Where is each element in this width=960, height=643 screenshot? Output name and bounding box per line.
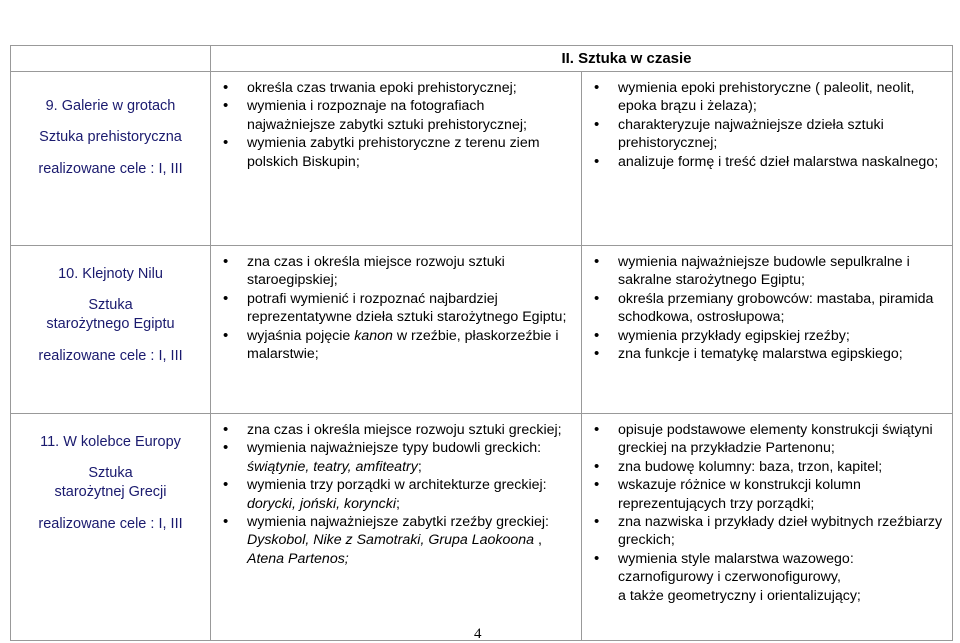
list-item: • wskazuje różnice w konstrukcji kolumn reprezentujących trzy porządki; xyxy=(592,476,946,513)
topic-title xyxy=(11,464,210,502)
list-item: • zna funkcje i tematykę malarstwa egipskiego; xyxy=(592,345,946,363)
list-item xyxy=(221,327,575,364)
topic-title-line: Sztuka prehistoryczna xyxy=(39,129,182,145)
list-item: • wymienia zabytki prehistoryczne z terenu ziem polskich Biskupin; xyxy=(221,134,575,171)
extended-requirements-cell xyxy=(582,72,953,246)
italic-term: Atena Partenos; xyxy=(247,550,349,567)
topic-title-line: starożytnego Egiptu xyxy=(46,316,175,332)
basic-requirements-cell xyxy=(211,246,582,414)
goals-label: realizowane cele : I, III xyxy=(38,161,183,177)
italic-term: kanon xyxy=(354,327,393,344)
basic-requirements-cell xyxy=(211,72,582,246)
topic-title-line: Sztuka xyxy=(88,297,133,313)
topic-title xyxy=(11,296,210,334)
topic-cell xyxy=(11,72,211,246)
list-item-text: wyjaśnia pojęcie xyxy=(247,327,355,344)
curriculum-table xyxy=(10,45,953,641)
list-item: • charakteryzuje najważniejsze dzieła sztuki prehistorycznej; xyxy=(592,116,946,153)
topic-title xyxy=(11,128,210,147)
list-item: • zna nazwiska i przykłady dzieł wybitnych rzeźbiarzy greckich; xyxy=(592,513,946,550)
list-item-text: w rzeźbie, płaskorzeźbie i malarstwie; xyxy=(247,327,559,363)
list-item xyxy=(221,476,575,513)
italic-term: Dyskobol, Nike z Samotraki, Grupa Laokoona xyxy=(247,532,535,549)
topic-number: 9. Galerie w grotach xyxy=(45,98,176,114)
list-item: • wymienia i rozpoznaje na fotografiach najważniejsze zabytki sztuki prehistorycznej; xyxy=(221,97,575,134)
list-item: • określa czas trwania epoki prehistorycznej; xyxy=(221,79,575,97)
italic-term: dorycki, joński, koryncki xyxy=(247,495,397,512)
list-item-text: ; xyxy=(396,495,400,512)
bullet-list xyxy=(582,72,952,177)
list-item-text: ; xyxy=(417,458,422,475)
section-title: II. Sztuka w czasie xyxy=(211,46,953,72)
topic-number: 10. Klejnoty Nilu xyxy=(58,266,163,282)
page-number: 4 xyxy=(474,626,482,642)
extended-requirements-cell xyxy=(582,414,953,641)
list-item xyxy=(221,513,575,568)
list-item-text: wymienia najważniejsze zabytki rzeźby greckiej: xyxy=(247,514,549,531)
list-item xyxy=(221,439,575,476)
bullet-list xyxy=(211,414,581,574)
list-item: • wymienia epoki prehistoryczne ( paleolit, neolit, epoka brązu i żelaza); xyxy=(592,79,946,116)
topic-cell xyxy=(11,246,211,414)
goals-label: realizowane cele : I, III xyxy=(38,348,183,364)
goals-label: realizowane cele : I, III xyxy=(38,516,183,532)
table-row xyxy=(11,72,953,246)
bullet-list xyxy=(582,414,952,611)
list-item-text: , xyxy=(534,532,542,549)
list-item: • wymienia przykłady egipskiej rzeźby; xyxy=(592,327,946,345)
table-row xyxy=(11,246,953,414)
topic-title-line: Sztuka xyxy=(88,465,133,481)
extended-requirements-cell xyxy=(582,246,953,414)
bullet-list xyxy=(582,246,952,369)
list-item: • zna czas i określa miejsce rozwoju sztuki staroegipskiej; xyxy=(221,253,575,290)
list-item: • zna budowę kolumny: baza, trzon, kapitel; xyxy=(592,458,946,476)
list-item: • potrafi wymienić i rozpoznać najbardziej reprezentatywne dzieła sztuki starożytnego Egiptu; xyxy=(221,290,575,327)
list-item: • analizuje formę i treść dzieł malarstwa naskalnego; xyxy=(592,153,946,171)
topic-number: 11. W kolebce Europy xyxy=(40,434,181,450)
italic-term: świątynie, teatry, amfiteatry xyxy=(247,458,418,475)
list-item: • wymienia najważniejsze budowle sepulkralne i sakralne starożytnego Egiptu; xyxy=(592,253,946,290)
topic-title-line: starożytnej Grecji xyxy=(54,484,167,500)
list-item: • zna czas i określa miejsce rozwoju sztuki greckiej; xyxy=(221,421,575,439)
topic-cell xyxy=(11,414,211,641)
table-row xyxy=(11,414,953,641)
list-item: • wymienia style malarstwa wazowego: czarnofigurowy i czerwonofigurowy, xyxy=(592,550,946,587)
list-item: • określa przemiany grobowców: mastaba, piramida schodkowa, ostrosłupowa; xyxy=(592,290,946,327)
header-blank-cell xyxy=(11,46,211,72)
list-item-text: wymienia najważniejsze typy budowli greckich: xyxy=(247,440,542,457)
bullet-list xyxy=(211,246,581,369)
bullet-list xyxy=(211,72,581,177)
list-item-continuation: a także geometryczny i orientalizujący; xyxy=(618,587,861,604)
list-item: • opisuje podstawowe elementy konstrukcji świątyni greckiej na przykładzie Partenonu; xyxy=(592,421,946,458)
basic-requirements-cell xyxy=(211,414,582,641)
list-item-text: wymienia trzy porządki w architekturze greckiej: xyxy=(247,477,547,494)
